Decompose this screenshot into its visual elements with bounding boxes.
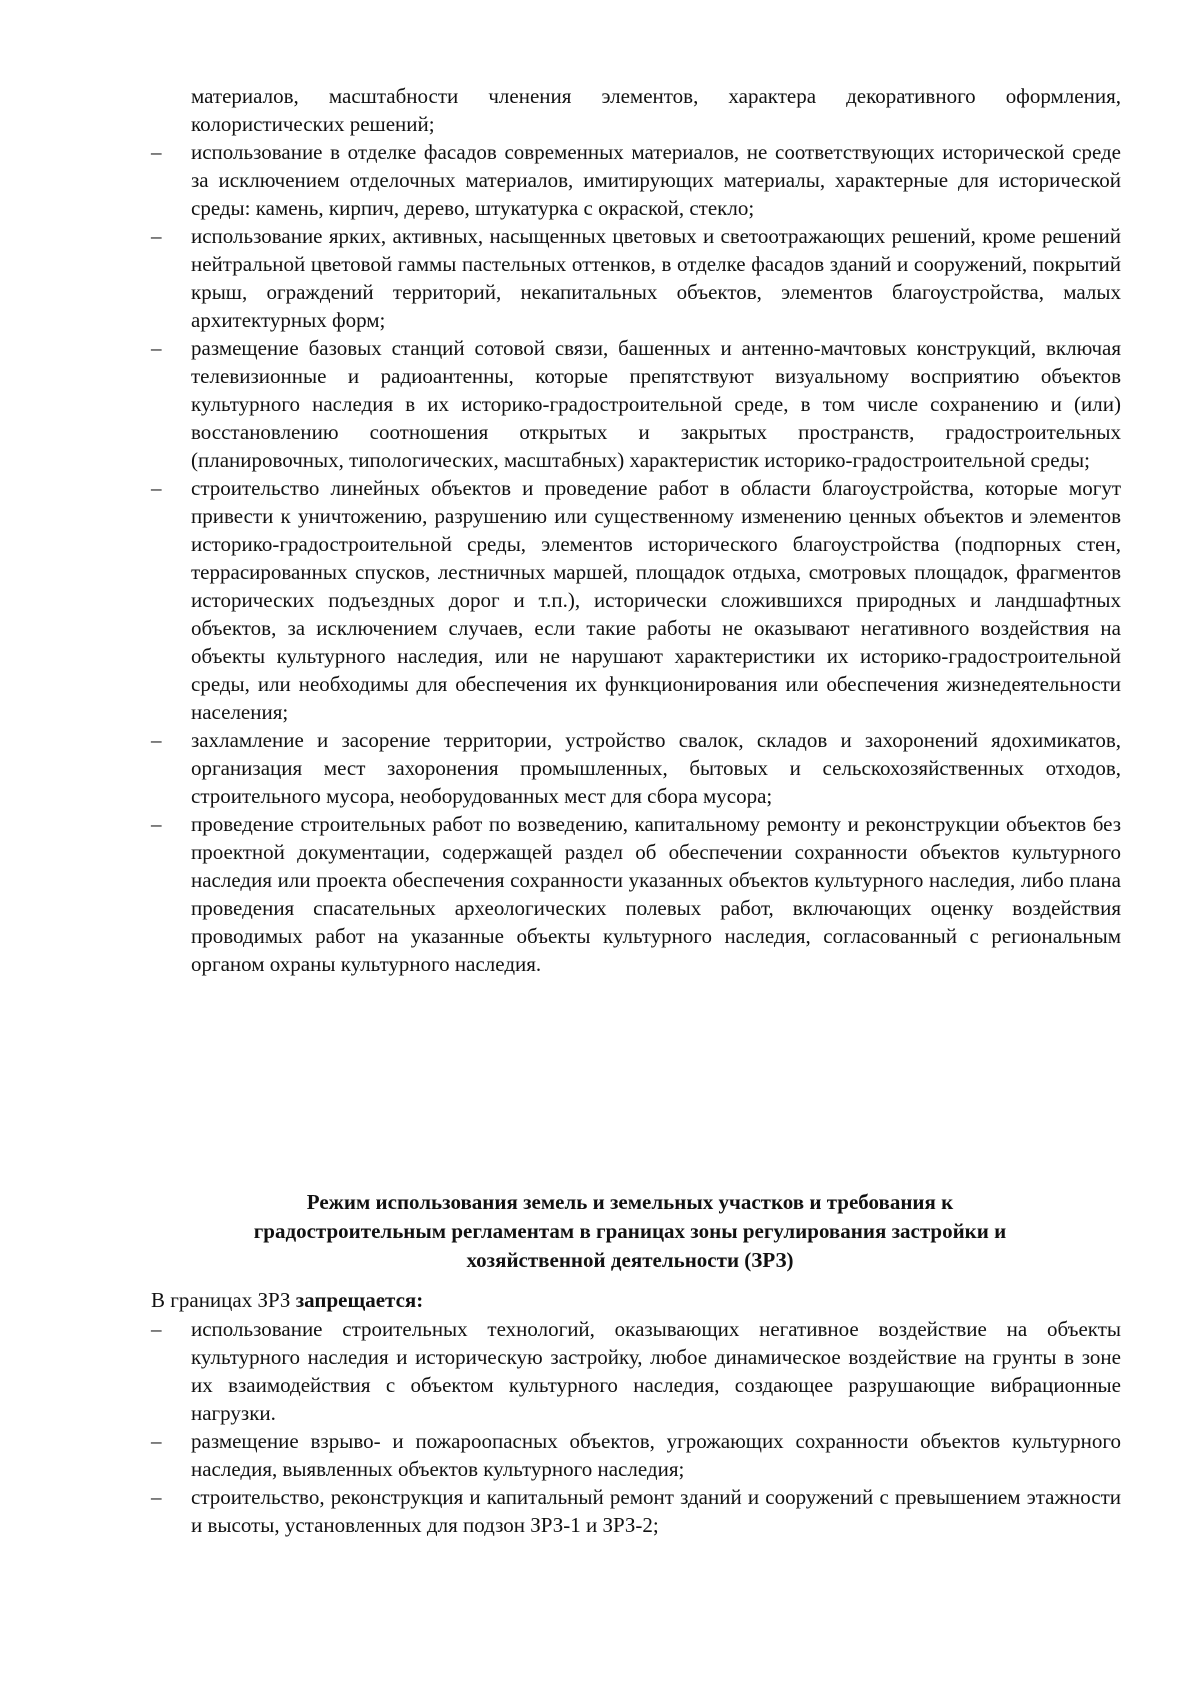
list-item-text: использование ярких, активных, насыщенных цветовых и светоотражающих решений, кроме решений нейтральной цветовой гаммы пастельных оттенков, в отделке фасадов зданий и сооружений, покрытий крыш, ограждений территорий, некапитальных объектов, элементов благоустройства, малых архитектурных форм; (191, 224, 1121, 332)
continuation-paragraph: материалов, масштабности членения элементов, характера декоративного оформления, колористических решений; (191, 84, 1121, 136)
list-item (151, 726, 1121, 810)
dash-bullet: – (151, 224, 162, 248)
section-heading (170, 1188, 1090, 1275)
list-item (151, 1427, 1121, 1483)
list-item (151, 138, 1121, 222)
list-item-text: строительство линейных объектов и проведение работ в области благоустройства, которые могут привести к уничтожению, разрушению или существенному изменению ценных объектов и элементов историко-градостроительной среды, элементов исторического благоустройства (подпорных стен, террасированных спусков, лестничных маршей, площадок отдыха, смотровых площадок, фрагментов исторических подъездных дорог и т.п.), исторически сложившихся природных и ландшафтных объектов, за исключением случаев, если такие работы не оказывают негативного воздействия на объекты культурного наследия, или не нарушают характеристики их историко-градостроительной среды, или необходимы для обеспечения их функционирования или обеспечения жизнедеятельности населения; (191, 476, 1121, 724)
dash-bullet: – (151, 476, 162, 500)
list-item-text: строительство, реконструкция и капитальный ремонт зданий и сооружений с превышением этажности и высоты, установленных для подзон ЗРЗ-1 и ЗРЗ-2; (191, 1485, 1121, 1537)
list-item (151, 334, 1121, 474)
heading-line: Режим использования земель и земельных участков и требования к (306, 1190, 954, 1214)
list-item (151, 474, 1121, 726)
list-item (151, 810, 1121, 978)
list-item (151, 222, 1121, 334)
list-item-text: размещение базовых станций сотовой связи, башенных и антенно-мачтовых конструкций, включая телевизионные и радиоантенны, которые препятствуют визуальному восприятию объектов культурного наследия в их историко-градостроительной среде, в том числе сохранению и (или) восстановлению соотношения открытых и закрытых пространств, градостроительных (планировочных, типологических, масштабных) характеристик историко-градостроительной среды; (191, 336, 1121, 472)
dash-bullet: – (151, 812, 162, 836)
section-1-list (151, 82, 1121, 978)
section-2-intro (151, 1286, 423, 1314)
dash-bullet: – (151, 728, 162, 752)
list-item-text: размещение взрыво- и пожароопасных объектов, угрожающих сохранности объектов культурного наследия, выявленных объектов культурного наследия; (191, 1429, 1121, 1481)
dash-bullet: – (151, 1485, 162, 1509)
heading-line: градостроительным регламентам в границах зоны регулирования застройки и (253, 1219, 1007, 1243)
intro-text: В границах ЗРЗ (151, 1288, 296, 1312)
dash-bullet: – (151, 336, 162, 360)
list-item-text: использование строительных технологий, оказывающих негативное воздействие на объекты культурного наследия и историческую застройку, любое динамическое воздействие на грунты в зоне их взаимодействия с объектом культурного наследия, создающее разрушающие вибрационные нагрузки. (191, 1317, 1121, 1425)
list-item-text: проведение строительных работ по возведению, капитальному ремонту и реконструкции объектов без проектной документации, содержащей раздел об обеспечении сохранности объектов культурного наследия или проекта обеспечения сохранности указанных объектов культурного наследия, либо плана проведения спасательных археологических полевых работ, включающих оценку воздействия проводимых работ на указанные объекты культурного наследия, согласованный с региональным органом охраны культурного наследия. (191, 812, 1121, 976)
list-item-text: использование в отделке фасадов современных материалов, не соответствующих исторической среде за исключением отделочных материалов, имитирующих материалы, характерные для исторической среды: камень, кирпич, дерево, штукатурка с окраской, стекло; (191, 140, 1121, 220)
section-2-list (151, 1315, 1121, 1539)
intro-bold-text: запрещается: (295, 1288, 424, 1312)
list-item (151, 1483, 1121, 1539)
dash-bullet: – (151, 1317, 162, 1341)
dash-bullet: – (151, 140, 162, 164)
list-item (151, 1315, 1121, 1427)
list-item-text: захламление и засорение территории, устройство свалок, складов и захоронений ядохимикатов, организация мест захоронения промышленных, бытовых и сельскохозяйственных отходов, строительного мусора, необорудованных мест для сбора мусора; (191, 728, 1121, 808)
dash-bullet: – (151, 1429, 162, 1453)
heading-line: хозяйственной деятельности (ЗРЗ) (466, 1248, 794, 1272)
